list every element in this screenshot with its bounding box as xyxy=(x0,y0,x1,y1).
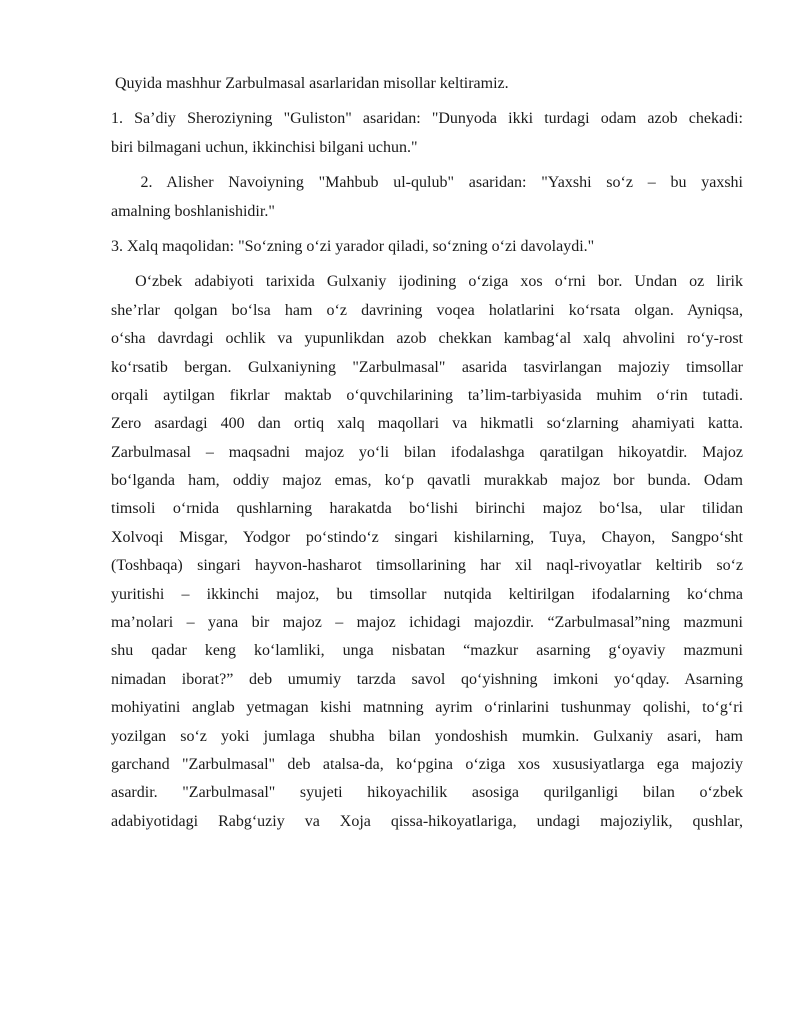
paragraph-line: she’rlar qolgan bo‘lsa ham o‘z davrining voqea holatlarini ko‘rsata olgan. Ayniqsa, xyxy=(111,301,743,319)
example-2-line: amalning boshlanishidir." xyxy=(111,202,275,220)
document-page xyxy=(111,70,743,836)
paragraph-line: garchand "Zarbulmasal" deb atalsa-da, ko‘pgina o‘ziga xos xususiyatlarga ega majoziy xyxy=(111,755,743,773)
paragraph-line: orqali aytilgan fikrlar maktab o‘quvchilarining ta’lim-tarbiyasida muhim o‘rin tutadi. xyxy=(111,386,743,404)
paragraph-line: asardir. "Zarbulmasal" syujeti hikoyachilik asosiga qurilganligi bilan o‘zbek xyxy=(111,784,743,802)
example-1-line: 1. Sa’diy Sheroziyning "Guliston" asaridan: "Dunyoda ikki turdagi odam azob chekadi: xyxy=(111,110,743,128)
paragraph-line: (Toshbaqa) singari hayvon-hasharot timsollarining har xil naql-rivoyatlar keltirib so‘z xyxy=(111,557,743,575)
example-2 xyxy=(111,169,743,226)
paragraph-line: ko‘rsatib bergan. Gulxaniyning "Zarbulmasal" asarida tasvirlangan majoziy timsollar xyxy=(111,358,743,376)
spacer xyxy=(111,98,743,105)
paragraph-line: adabiyotidagi Rabg‘uziy va Xoja qissa-hikoyatlariga, undagi majoziylik, qushlar, xyxy=(111,812,743,830)
paragraph-line: ma’nolari – yana bir majoz – majoz ichidagi majozdir. “Zarbulmasal”ning mazmuni xyxy=(111,614,743,632)
example-3 xyxy=(111,233,743,261)
paragraph-line: mohiyatini anglab yetmagan kishi matnning ayrim o‘rinlarini tushunmay qolishi, to‘g‘ri xyxy=(111,699,743,717)
example-1-line: biri bilmagani uchun, ikkinchisi bilgani uchun." xyxy=(111,138,418,156)
paragraph-line: bo‘lganda ham, oddiy majoz emas, ko‘p qavatli murakkab majoz bor bunda. Odam xyxy=(111,472,743,490)
paragraph-line: o‘sha davrdagi ochlik va yupunlikdan azob chekkan kambag‘al xalq ahvolini ro‘y-rost xyxy=(111,330,743,348)
intro-line: Quyida mashhur Zarbulmasal asarlaridan misollar keltiramiz. xyxy=(111,75,509,92)
paragraph-line: yuritishi – ikkinchi majoz, bu timsollar nutqida keltirilgan ifodalarning ko‘chma xyxy=(111,585,743,603)
paragraph-line: Xolvoqi Misgar, Yodgor po‘stindo‘z singari kishilarning, Tuya, Chayon, Sangpo‘sht xyxy=(111,528,743,546)
spacer xyxy=(111,162,743,169)
example-2-line: 2. Alisher Navoiyning "Mahbub ul-qulub" asaridan: "Yaxshi so‘z – bu yaxshi xyxy=(111,174,743,192)
paragraph-line: Zarbulmasal – maqsadni majoz yo‘li bilan ifodalashga qaratilgan hikoyatdir. Majoz xyxy=(111,443,743,461)
example-3-line: 3. Xalq maqolidan: "So‘zning o‘zi yarador qiladi, so‘zning o‘zi davolaydi." xyxy=(111,237,595,255)
paragraph-line: shu qadar keng ko‘lamliki, unga nisbatan “mazkur asarning g‘oyaviy mazmuni xyxy=(111,642,743,660)
spacer xyxy=(111,226,743,233)
paragraph-line: timsoli o‘rnida qushlarning harakatda bo‘lishi birinchi majoz bo‘lsa, ular tilidan xyxy=(111,500,743,518)
body-paragraph xyxy=(111,268,743,836)
paragraph-line: yozilgan so‘z yoki jumlaga shubha bilan yondoshish mumkin. Gulxaniy asari, ham xyxy=(111,727,743,745)
paragraph-line: Zero asardagi 400 dan ortiq xalq maqollari va hikmatli so‘zlarning ahamiyati katta. xyxy=(111,415,743,433)
example-1 xyxy=(111,105,743,162)
paragraph-line: nimadan iborat?” deb umumiy tarzda savol qo‘yishning imkoni yo‘qday. Asarning xyxy=(111,670,743,688)
spacer xyxy=(111,261,743,268)
paragraph-line: O‘zbek adabiyoti tarixida Gulxaniy ijodining o‘ziga xos o‘rni bor. Undan oz lirik xyxy=(111,273,743,291)
